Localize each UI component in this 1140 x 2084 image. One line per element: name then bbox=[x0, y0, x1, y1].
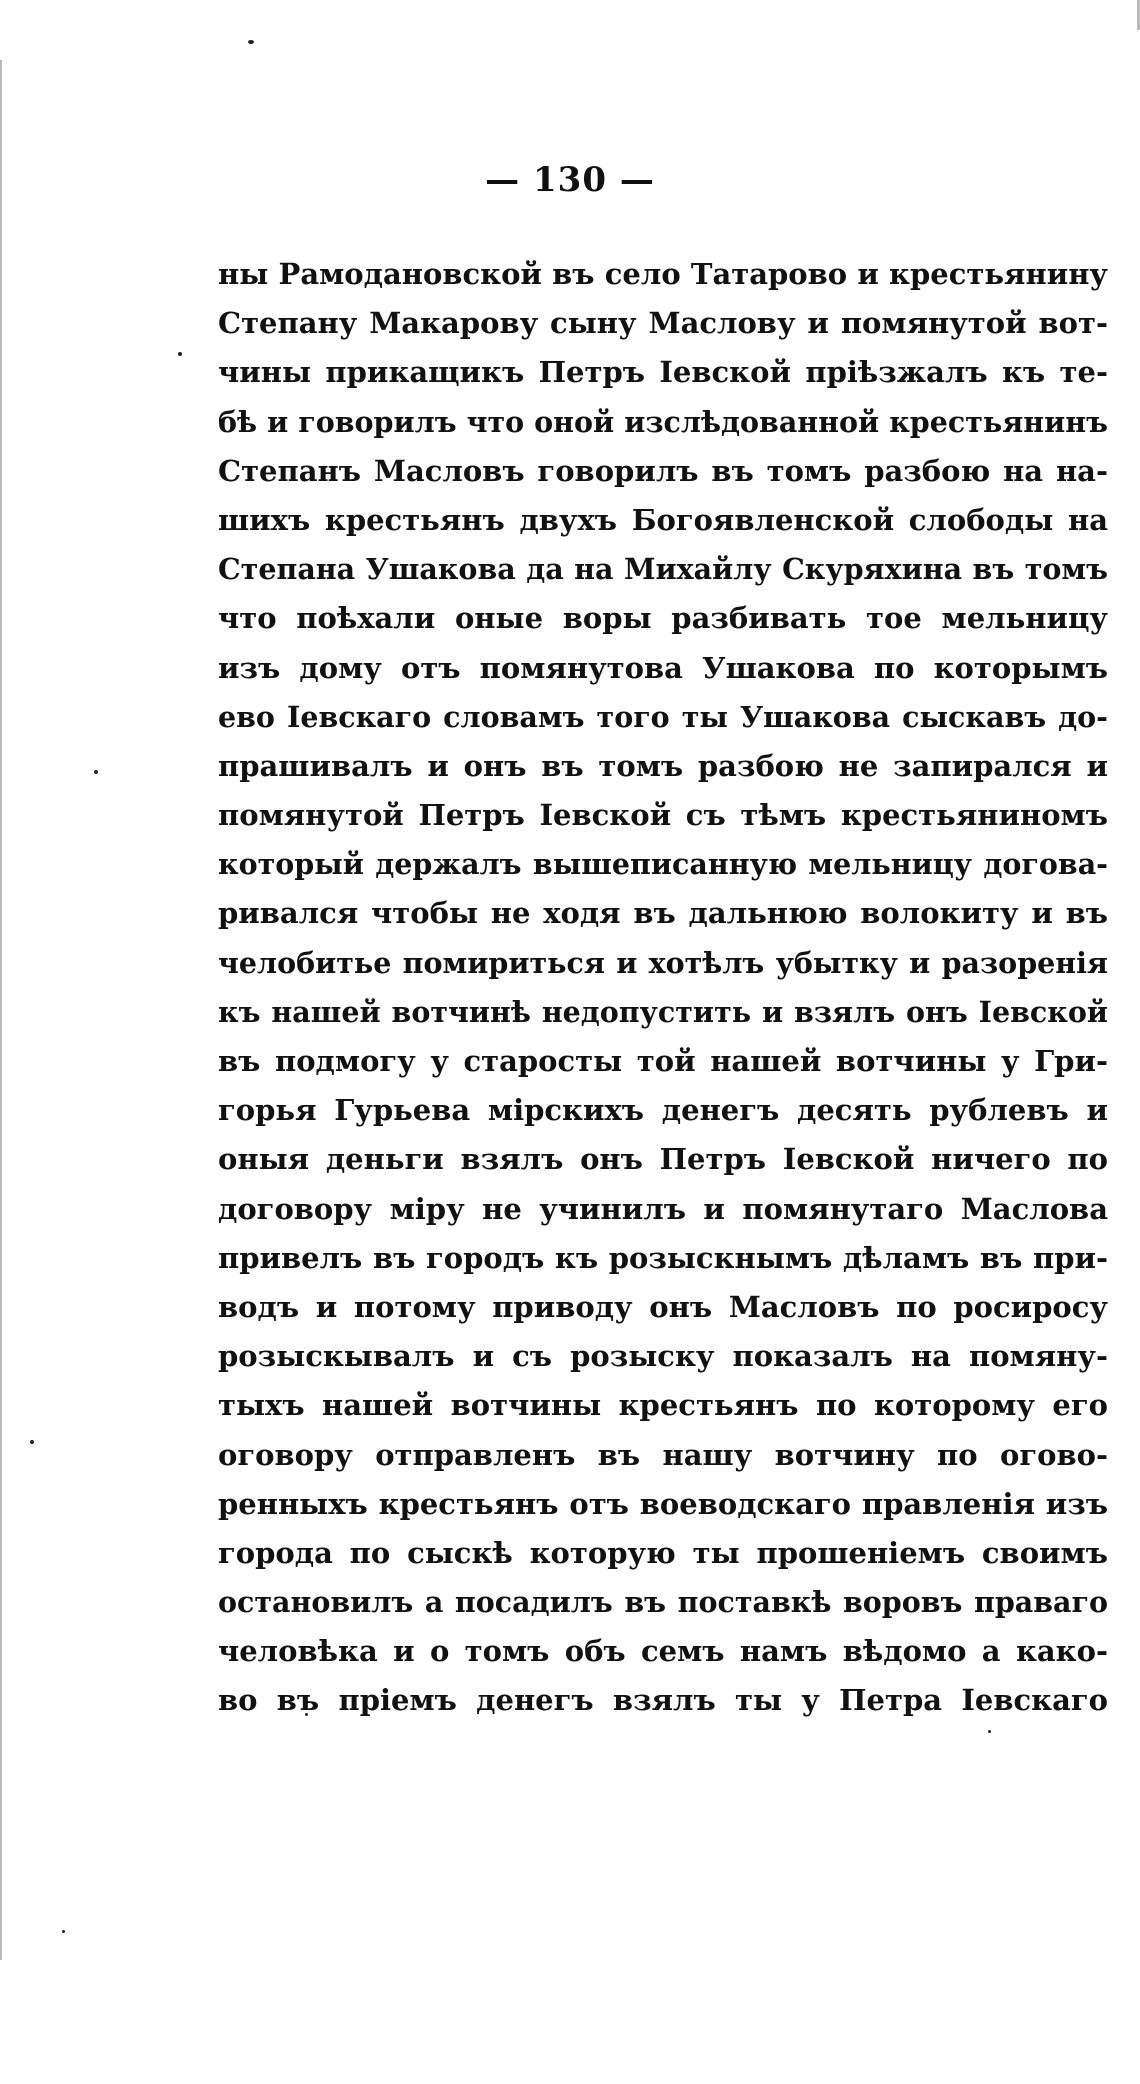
text-line: ево Іевскаго словамъ того ты Ушакова сыскавъ до- bbox=[218, 699, 1108, 734]
text-line: челобитье помириться и хотѣлъ убытку и разоренія bbox=[218, 945, 1108, 980]
text-line: тыхъ нашей вотчины крестьянъ по которому его bbox=[218, 1388, 1108, 1423]
text-line: привелъ въ городъ къ розыскнымъ дѣламъ въ при- bbox=[218, 1240, 1108, 1275]
text-line: ренныхъ крестьянъ отъ воеводскаго правленія изъ bbox=[218, 1486, 1108, 1521]
ink-speck bbox=[178, 352, 182, 356]
text-line: оговору отправленъ въ нашу вотчину по огово- bbox=[218, 1437, 1108, 1472]
ink-speck bbox=[94, 770, 98, 774]
text-body bbox=[218, 250, 1108, 1726]
text-line: Степана Ушакова да на Михайлу Скуряхина въ томъ bbox=[218, 552, 1108, 587]
text-line: договору міру не учинилъ и помянутаго Маслова bbox=[218, 1191, 1108, 1226]
text-line: остановилъ а посадилъ въ поставкѣ воровъ праваго bbox=[218, 1585, 1108, 1620]
text-line: въ подмогу у старосты той нашей вотчины у Гри- bbox=[218, 1044, 1108, 1078]
text-line: помянутой Петръ Іевской съ тѣмъ крестьяниномъ bbox=[218, 798, 1108, 833]
text-line: изъ дому отъ помянутова Ушакова по которымъ bbox=[218, 650, 1108, 685]
text-line: оныя деньги взялъ онъ Петръ Іевской ничего по bbox=[218, 1142, 1108, 1177]
text-line: прашивалъ и онъ въ томъ разбою не запирался и bbox=[218, 748, 1108, 783]
text-line: Степану Макарову сыну Маслову и помянутой вот- bbox=[218, 306, 1108, 341]
text-line: что поѣхали оные воры разбивать тое мельницу bbox=[218, 601, 1108, 636]
text-line: ны Рамодановской въ село Татарово и крестьянину bbox=[218, 257, 1108, 291]
text-line: къ нашей вотчинѣ недопустить и взялъ онъ Іевской bbox=[218, 994, 1108, 1029]
text-line: человѣка и о томъ объ семъ намъ вѣдомо а како- bbox=[218, 1634, 1108, 1669]
text-line: города по сыскѣ которую ты прошеніемъ своимъ bbox=[218, 1535, 1108, 1570]
text-line: который держалъ вышеписанную мельницу догова- bbox=[218, 847, 1108, 882]
text-line: бѣ и говорилъ что оной изслѣдованной крестьянинъ bbox=[218, 404, 1108, 439]
text-line: во въ пріемъ денегъ взялъ ты у Петра Іевскаго bbox=[218, 1683, 1108, 1718]
ink-speck bbox=[30, 1440, 34, 1444]
text-line: ривался чтобы не ходя въ дальнюю волокиту и въ bbox=[218, 896, 1108, 931]
text-line: горья Гурьева мірскихъ денегъ десять рублевъ и bbox=[218, 1093, 1108, 1128]
ink-speck bbox=[988, 1730, 991, 1733]
text-line: Степанъ Масловъ говорилъ въ томъ разбою на на- bbox=[218, 453, 1108, 488]
text-line: водъ и потому приводу онъ Масловъ по росиросу bbox=[218, 1289, 1108, 1324]
text-line: шихъ крестьянъ двухъ Богоявленской слободы на bbox=[218, 502, 1108, 537]
page-number: — 130 — bbox=[485, 160, 655, 200]
text-line: чины прикащикъ Петръ Іевской пріѣзжалъ къ те- bbox=[218, 355, 1108, 390]
text-line: розыскывалъ и съ розыску показалъ на помяну- bbox=[218, 1339, 1108, 1374]
ink-speck bbox=[248, 40, 254, 44]
left-edge-shadow bbox=[0, 60, 2, 1960]
ink-speck bbox=[62, 1930, 65, 1933]
